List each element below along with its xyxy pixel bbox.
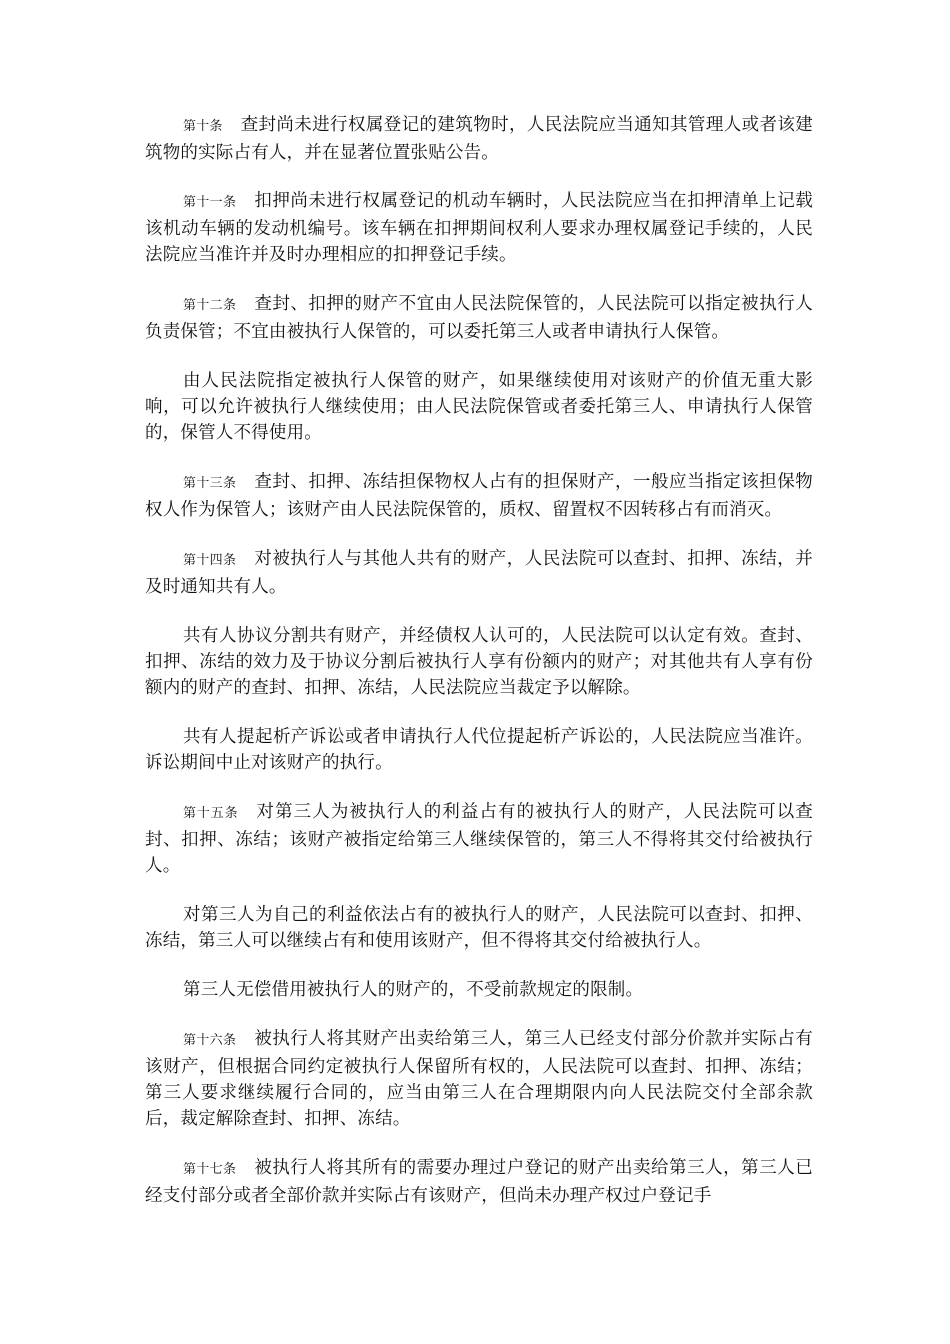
paragraph (145, 1155, 813, 1209)
paragraph (145, 368, 813, 446)
paragraph-text: 对第三人为被执行人的利益占有的被执行人的财产，人民法院可以查封、扣押、冻结；该财产被指定给第三人继续保管的，第三人不得将其交付给被执行人。 (145, 802, 813, 876)
article-number: 第十三条 (183, 476, 237, 491)
paragraph (145, 546, 813, 600)
paragraph (145, 188, 813, 268)
paragraph-text: 共有人提起析产诉讼或者申请执行人代位提起析产诉讼的，人民法院应当准许。诉讼期间中止对该财产的执行。 (145, 727, 813, 773)
paragraph-text: 对被执行人与其他人共有的财产，人民法院可以查封、扣押、冻结，并及时通知共有人。 (145, 549, 813, 597)
paragraph-text: 共有人协议分割共有财产，并经债权人认可的，人民法院可以认定有效。查封、扣押、冻结的效力及于协议分割后被执行人享有份额内的财产；对其他共有人享有份额内的财产的查封、扣押、冻结，人民法院应当裁定予以解除。 (145, 626, 813, 698)
paragraph-text: 查封尚未进行权属登记的建筑物时，人民法院应当通知其管理人或者该建筑物的实际占有人，并在显著位置张贴公告。 (145, 115, 813, 163)
paragraph-text: 查封、扣押的财产不宜由人民法院保管的，人民法院可以指定被执行人负责保管；不宜由被执行人保管的，可以委托第三人或者申请执行人保管。 (145, 294, 813, 342)
paragraph (145, 469, 813, 523)
paragraph (145, 902, 813, 954)
paragraph-text: 对第三人为自己的利益依法占有的被执行人的财产，人民法院可以查封、扣押、冻结，第三人可以继续占有和使用该财产，但不得将其交付给被执行人。 (145, 905, 813, 951)
article-number: 第十四条 (183, 553, 237, 568)
paragraph (145, 799, 813, 879)
paragraph-text: 查封、扣押、冻结担保物权人占有的担保财产，一般应当指定该担保物权人作为保管人；该财产由人民法院保管的，质权、留置权不因转移占有而消灭。 (145, 472, 813, 520)
article-number: 第十条 (183, 119, 223, 134)
paragraph-text: 扣押尚未进行权属登记的机动车辆时，人民法院应当在扣押清单上记载该机动车辆的发动机编号。该车辆在扣押期间权利人要求办理权属登记手续的，人民法院应当准许并及时办理相应的扣押登记手续。 (145, 191, 813, 265)
paragraph-text: 被执行人将其所有的需要办理过户登记的财产出卖给第三人，第三人已经支付部分或者全部价款并实际占有该财产，但尚未办理产权过户登记手 (145, 1158, 813, 1206)
document-page (145, 112, 813, 1232)
paragraph-text: 被执行人将其财产出卖给第三人，第三人已经支付部分价款并实际占有该财产，但根据合同约定被执行人保留所有权的，人民法院可以查封、扣押、冻结；第三人要求继续履行合同的，应当由第三人在合理期限内向人民法院交付全部余款后，裁定解除查封、扣押、冻结。 (145, 1029, 813, 1129)
article-number: 第十二条 (183, 298, 237, 313)
paragraph (145, 623, 813, 701)
paragraph-text: 由人民法院指定被执行人保管的财产，如果继续使用对该财产的价值无重大影响，可以允许被执行人继续使用；由人民法院保管或者委托第三人、申请执行人保管的，保管人不得使用。 (145, 371, 813, 443)
article-number: 第十七条 (183, 1162, 237, 1177)
article-number: 第十五条 (183, 806, 239, 821)
article-number: 第十一条 (183, 195, 237, 210)
paragraph (145, 1026, 813, 1132)
paragraph (145, 724, 813, 776)
paragraph (145, 291, 813, 345)
paragraph-text: 第三人无偿借用被执行人的财产的，不受前款规定的限制。 (183, 980, 644, 1000)
paragraph (145, 112, 813, 166)
article-number: 第十六条 (183, 1033, 237, 1048)
paragraph (145, 977, 813, 1003)
